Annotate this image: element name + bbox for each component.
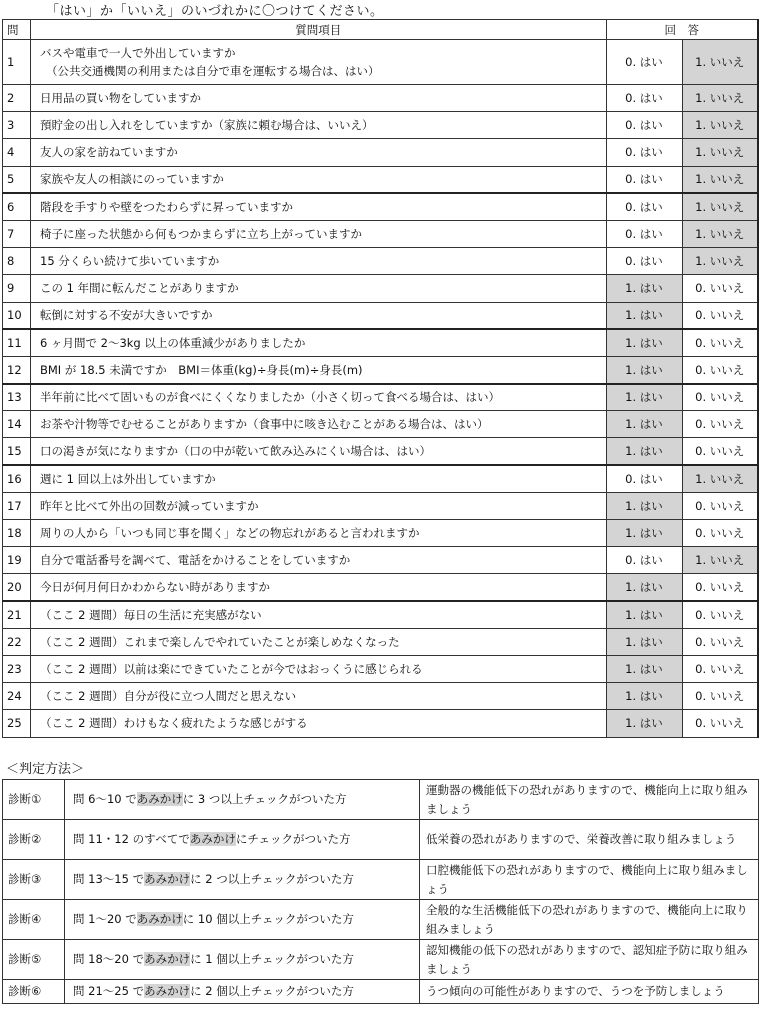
question-text: 半年前に比べて固いものが食べにくくなりましたか（小さく切って食べる場合は、はい）: [40, 390, 500, 405]
question-row: [3, 520, 759, 547]
question-text-cell: [31, 411, 607, 438]
question-row: [3, 139, 759, 166]
answer-option-yes[interactable]: 0. はい: [606, 139, 682, 166]
question-text: 周りの人から「いつも同じ事を聞く」などの物忘れがあると言われますか: [40, 526, 420, 541]
question-number: 17: [3, 492, 31, 519]
question-text-cell: [31, 465, 607, 492]
question-text: （ここ 2 週間）これまで楽しんでやれていたことが楽しめなくなった: [40, 634, 400, 649]
highlight-term: あみかけ: [189, 832, 236, 846]
answer-option-yes[interactable]: 1. はい: [606, 492, 682, 519]
answer-option-yes[interactable]: 1. はい: [606, 601, 682, 628]
answer-option-yes[interactable]: 1. はい: [606, 438, 682, 465]
criteria-text: 問 13～15 で: [73, 872, 145, 886]
question-row: [3, 166, 759, 193]
answer-option-yes[interactable]: 1. はい: [606, 655, 682, 682]
question-row: [3, 275, 759, 302]
question-row: [3, 411, 759, 438]
question-row: [3, 85, 759, 112]
criteria-text: に 3 つ以上チェックがついた方: [182, 792, 347, 806]
question-number: 21: [3, 601, 31, 628]
diagnosis-criteria: [65, 780, 420, 820]
answer-option-yes[interactable]: 1. はい: [606, 574, 682, 601]
question-row: [3, 601, 759, 628]
question-number: 25: [3, 710, 31, 737]
question-text: 預貯金の出し入れをしていますか（家族に頼む場合は、いいえ）: [40, 118, 374, 133]
answer-option-no[interactable]: 0. いいえ: [682, 384, 758, 411]
question-number: 18: [3, 520, 31, 547]
answer-option-yes[interactable]: 1. はい: [606, 520, 682, 547]
question-number: 6: [3, 193, 31, 220]
diagnosis-result: 全般的な生活機能低下の恐れがありますので、機能向上に取り組みましょう: [420, 900, 759, 940]
answer-option-no[interactable]: 1. いいえ: [682, 166, 758, 193]
instruction-text: 「はい」か「いいえ」のいづれかに〇つけてください。: [46, 4, 384, 19]
question-number: 4: [3, 139, 31, 166]
question-row: [3, 356, 759, 383]
question-number: 13: [3, 384, 31, 411]
diagnosis-criteria: [65, 980, 420, 1004]
answer-option-yes[interactable]: 1. はい: [606, 329, 682, 356]
questionnaire-table: [2, 19, 759, 738]
diagnosis-criteria: [65, 940, 420, 980]
answer-option-no[interactable]: 0. いいえ: [682, 329, 758, 356]
diagnosis-table: [2, 779, 759, 1004]
question-number: 16: [3, 465, 31, 492]
question-row: [3, 384, 759, 411]
question-text: BMI が 18.5 未満ですか BMI＝体重(kg)÷身長(m)÷身長(m): [40, 362, 363, 377]
answer-option-no[interactable]: 1. いいえ: [682, 40, 758, 85]
answer-option-no[interactable]: 0. いいえ: [682, 710, 758, 737]
header-answer: 回 答: [606, 20, 758, 40]
question-text: 6 ヶ月間で 2～3kg 以上の体重減少がありましたか: [40, 336, 306, 351]
answer-option-yes[interactable]: 0. はい: [606, 465, 682, 492]
diagnosis-name: 診断⑥: [3, 980, 65, 1004]
question-number: 7: [3, 220, 31, 247]
question-text-cell: [31, 601, 607, 628]
question-row: [3, 438, 759, 465]
answer-option-no[interactable]: 1. いいえ: [682, 193, 758, 220]
answer-option-no[interactable]: 0. いいえ: [682, 601, 758, 628]
question-text: （ここ 2 週間）毎日の生活に充実感がない: [40, 607, 262, 622]
answer-option-no[interactable]: 1. いいえ: [682, 139, 758, 166]
answer-option-no[interactable]: 0. いいえ: [682, 302, 758, 329]
question-row: [3, 628, 759, 655]
diagnosis-row: [3, 980, 759, 1004]
answer-option-yes[interactable]: 1. はい: [606, 384, 682, 411]
diagnosis-name: 診断①: [3, 780, 65, 820]
answer-option-yes[interactable]: 1. はい: [606, 275, 682, 302]
answer-option-no[interactable]: 1. いいえ: [682, 112, 758, 139]
diagnosis-criteria: [65, 820, 420, 860]
criteria-text: 問 11・12 のすべてで: [73, 832, 190, 846]
answer-option-yes[interactable]: 0. はい: [606, 166, 682, 193]
question-text: 椅子に座った状態から何もつかまらずに立ち上がっていますか: [40, 227, 362, 242]
answer-option-no[interactable]: 1. いいえ: [682, 248, 758, 275]
answer-option-no[interactable]: 0. いいえ: [682, 356, 758, 383]
question-number: 20: [3, 574, 31, 601]
question-text-cell: [31, 40, 607, 85]
question-row: [3, 302, 759, 329]
question-text: 週に 1 回以上は外出していますか: [40, 471, 216, 486]
answer-option-no[interactable]: 0. いいえ: [682, 492, 758, 519]
criteria-text: 問 18～20 で: [73, 952, 145, 966]
answer-option-yes[interactable]: 1. はい: [606, 710, 682, 737]
answer-option-no[interactable]: 0. いいえ: [682, 574, 758, 601]
diagnosis-name: 診断②: [3, 820, 65, 860]
question-text-cell: [31, 710, 607, 737]
question-text-cell: [31, 547, 607, 574]
criteria-text: に 2 個以上チェックがついた方: [190, 984, 354, 998]
question-row: [3, 492, 759, 519]
judgment-method-title: ＜判定方法＞: [6, 762, 85, 777]
question-text: 昨年と比べて外出の回数が減っていますか: [40, 498, 259, 513]
question-row: [3, 248, 759, 275]
question-number: 5: [3, 166, 31, 193]
criteria-text: に 10 個以上チェックがついた方: [182, 912, 354, 926]
question-text-cell: [31, 302, 607, 329]
question-text-cell: [31, 112, 607, 139]
question-number: 22: [3, 628, 31, 655]
question-text: この 1 年間に転んだことがありますか: [40, 281, 239, 296]
question-number: 10: [3, 302, 31, 329]
question-number: 19: [3, 547, 31, 574]
question-number: 3: [3, 112, 31, 139]
answer-option-no[interactable]: 0. いいえ: [682, 628, 758, 655]
question-text: 自分で電話番号を調べて、電話をかけることをしていますか: [40, 553, 351, 568]
highlight-term: あみかけ: [144, 872, 191, 886]
question-number: 1: [3, 40, 31, 85]
question-number: 24: [3, 683, 31, 710]
question-text-cell: [31, 628, 607, 655]
question-text-cell: [31, 683, 607, 710]
question-text-cell: [31, 356, 607, 383]
question-text-cell: [31, 220, 607, 247]
question-text: 今日が何月何日かわからない時がありますか: [40, 580, 270, 595]
highlight-term: あみかけ: [136, 912, 183, 926]
diagnosis-name: 診断④: [3, 900, 65, 940]
question-row: [3, 655, 759, 682]
answer-option-no[interactable]: 1. いいえ: [682, 547, 758, 574]
question-row: [3, 112, 759, 139]
diagnosis-row: [3, 820, 759, 860]
answer-option-yes[interactable]: 0. はい: [606, 112, 682, 139]
question-text: 転倒に対する不安が大きいですか: [40, 308, 213, 323]
diagnosis-criteria: [65, 860, 420, 900]
diagnosis-body: [3, 780, 759, 1004]
questionnaire-body: [3, 40, 759, 738]
answer-option-yes[interactable]: 0. はい: [606, 220, 682, 247]
question-row: [3, 547, 759, 574]
question-text: 15 分くらい続けて歩いていますか: [40, 254, 220, 269]
answer-option-no[interactable]: 0. いいえ: [682, 520, 758, 547]
answer-option-yes[interactable]: 1. はい: [606, 356, 682, 383]
question-row: [3, 329, 759, 356]
diagnosis-name: 診断③: [3, 860, 65, 900]
diagnosis-name: 診断⑤: [3, 940, 65, 980]
question-text: 友人の家を訪ねていますか: [40, 145, 178, 160]
criteria-text: に 2 つ以上チェックがついた方: [190, 872, 354, 886]
question-number: 23: [3, 655, 31, 682]
question-text-cell: [31, 520, 607, 547]
question-text: 口の渇きが気になりますか（口の中が乾いて飲み込みにくい場合は、はい）: [40, 444, 431, 459]
criteria-text: 問 6～10 で: [73, 792, 137, 806]
answer-option-yes[interactable]: 0. はい: [606, 40, 682, 85]
question-text: 日用品の買い物をしていますか: [40, 91, 201, 106]
question-text-cell: [31, 384, 607, 411]
question-number: 2: [3, 85, 31, 112]
answer-option-no[interactable]: 1. いいえ: [682, 465, 758, 492]
diagnosis-result: 認知機能の低下の恐れがありますので、認知症予防に取り組みましょう: [420, 940, 759, 980]
diagnosis-row: [3, 860, 759, 900]
question-number: 15: [3, 438, 31, 465]
question-row: [3, 574, 759, 601]
question-text-cell: [31, 139, 607, 166]
criteria-text: 問 21～25 で: [73, 984, 145, 998]
question-text-cell: [31, 329, 607, 356]
question-text-cell: [31, 193, 607, 220]
highlight-term: あみかけ: [136, 792, 183, 806]
answer-option-no[interactable]: 1. いいえ: [682, 85, 758, 112]
diagnosis-result: 運動器の機能低下の恐れがありますので、機能向上に取り組みましょう: [420, 780, 759, 820]
answer-option-no[interactable]: 0. いいえ: [682, 683, 758, 710]
answer-option-no[interactable]: 0. いいえ: [682, 411, 758, 438]
header-number: 問: [3, 20, 31, 40]
question-number: 14: [3, 411, 31, 438]
question-row: [3, 710, 759, 737]
question-text: （ここ 2 週間）わけもなく疲れたような感じがする: [40, 716, 308, 731]
question-text-cell: [31, 655, 607, 682]
answer-option-yes[interactable]: 1. はい: [606, 302, 682, 329]
answer-option-no[interactable]: 0. いいえ: [682, 275, 758, 302]
highlight-term: あみかけ: [144, 952, 191, 966]
questionnaire-header-row: [3, 20, 759, 40]
answer-option-yes[interactable]: 0. はい: [606, 85, 682, 112]
answer-option-no[interactable]: 0. いいえ: [682, 438, 758, 465]
question-row: [3, 193, 759, 220]
question-row: [3, 220, 759, 247]
question-text-cell: [31, 85, 607, 112]
question-row: [3, 465, 759, 492]
question-number: 9: [3, 275, 31, 302]
question-text: （ここ 2 週間）以前は楽にできていたことが今ではおっくうに感じられる: [40, 662, 423, 677]
answer-option-yes[interactable]: 0. はい: [606, 248, 682, 275]
diagnosis-criteria: [65, 900, 420, 940]
diagnosis-result: 低栄養の恐れがありますので、栄養改善に取り組みましょう: [420, 820, 759, 860]
question-text: （ここ 2 週間）自分が役に立つ人間だと思えない: [40, 689, 297, 704]
question-text-cell: [31, 248, 607, 275]
diagnosis-row: [3, 780, 759, 820]
question-text-cell: [31, 275, 607, 302]
answer-option-no[interactable]: 0. いいえ: [682, 655, 758, 682]
question-number: 12: [3, 356, 31, 383]
diagnosis-result: 口腔機能低下の恐れがありますので、機能向上に取り組みましょう: [420, 860, 759, 900]
question-text: バスや電車で一人で外出していますか: [40, 46, 236, 60]
question-subtext: （公共交通機関の利用または自分で車を運転する場合は、はい）: [46, 64, 380, 78]
criteria-text: にチェックがついた方: [235, 832, 351, 846]
question-row: [3, 40, 759, 85]
question-number: 11: [3, 329, 31, 356]
question-text: お茶や汁物等でむせることがありますか（食事中に咳き込むことがある場合は、はい）: [40, 417, 489, 432]
question-text-cell: [31, 438, 607, 465]
answer-option-yes[interactable]: 1. はい: [606, 628, 682, 655]
diagnosis-row: [3, 900, 759, 940]
diagnosis-row: [3, 940, 759, 980]
criteria-text: に 1 個以上チェックがついた方: [190, 952, 354, 966]
answer-option-yes[interactable]: 0. はい: [606, 193, 682, 220]
answer-option-yes[interactable]: 1. はい: [606, 683, 682, 710]
criteria-text: 問 1～20 で: [73, 912, 137, 926]
diagnosis-result: うつ傾向の可能性がありますので、うつを予防しましょう: [420, 980, 759, 1004]
header-question: 質問項目: [31, 20, 607, 40]
question-number: 8: [3, 248, 31, 275]
question-text: 家族や友人の相談にのっていますか: [40, 172, 224, 187]
answer-option-yes[interactable]: 1. はい: [606, 411, 682, 438]
question-text-cell: [31, 166, 607, 193]
highlight-term: あみかけ: [144, 984, 191, 998]
question-text-cell: [31, 492, 607, 519]
question-text: 階段を手すりや壁をつたわらずに昇っていますか: [40, 200, 293, 215]
answer-option-yes[interactable]: 0. はい: [606, 547, 682, 574]
answer-option-no[interactable]: 1. いいえ: [682, 220, 758, 247]
question-text-cell: [31, 574, 607, 601]
question-row: [3, 683, 759, 710]
